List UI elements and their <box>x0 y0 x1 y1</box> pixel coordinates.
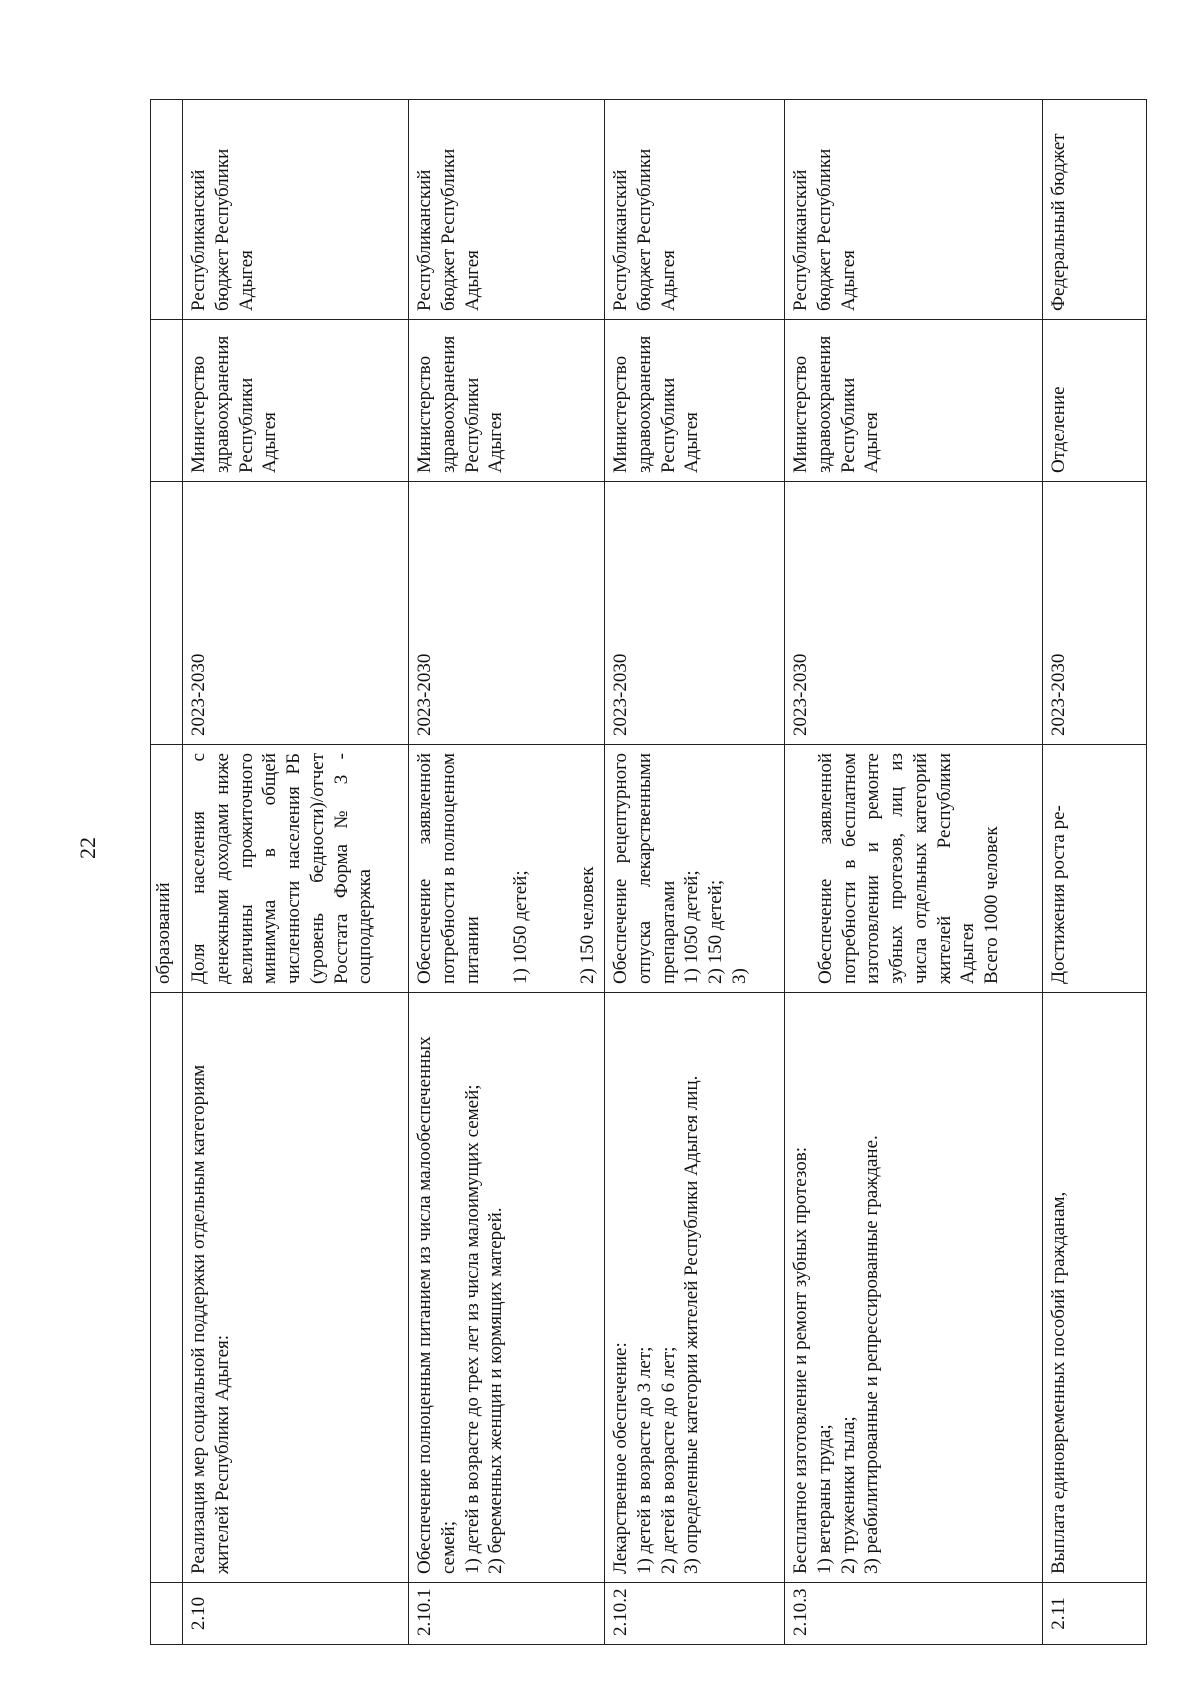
source-cell: Республиканский бюджет Республики Адыгея <box>785 100 1043 320</box>
measure-line: 3) реабилитированные и репрессированные граждане. <box>861 1135 883 1574</box>
measure-line: 2) детей в возрасте до 6 лет; <box>657 1346 679 1574</box>
page-number: 22 <box>75 837 100 859</box>
indicator-line: 1) 1050 детей; <box>681 870 703 984</box>
measure-line: 2) труженики тыла; <box>837 1416 859 1574</box>
row-number: 2.10.2 <box>605 1583 785 1645</box>
indicator-cell: Достижения роста ре- <box>1043 745 1147 993</box>
period-cell: 2023-2030 <box>605 482 785 745</box>
rotated-table-sheet <box>150 100 1130 1645</box>
measure-line: 1) детей в возрасте до 3 лет; <box>633 1346 655 1574</box>
period-cell: 2023-2030 <box>183 482 409 745</box>
indicator-cell: Доля населения с денежными доходами ниже величины прожиточного минимума в общей численности населения РБ (уровень бедности)/отчет Росстата Форма № 3 - соцподдержка <box>183 745 409 993</box>
measure-cell <box>409 993 605 1583</box>
table-row-continuation <box>151 100 183 1645</box>
row-number: 2.10 <box>183 1583 409 1645</box>
table-row <box>409 100 605 1645</box>
measure-line: 1) детей в возрасте до трех лет из числа малоимущих семей; <box>461 1084 483 1574</box>
measures-table <box>150 99 1147 1645</box>
measure-cell: Реализация мер социальной поддержки отдельным категориям жителей Республики Адыгея: <box>183 993 409 1583</box>
indicator-line: Обеспечение рецептурного отпуска лекарственными препаратами <box>610 753 679 984</box>
measure-line: 1) ветераны труда; <box>813 1424 835 1574</box>
executor-cell: Министерство здравоохранения Республики Адыгея <box>605 320 785 482</box>
measure-cell <box>605 993 785 1583</box>
indicator-cell <box>605 745 785 993</box>
measure-line: Обеспечение полноценным питанием из числа малообеспеченных семей; <box>414 1036 459 1574</box>
executor-cell: Министерство здравоохранения Республики Адыгея <box>409 320 605 482</box>
table-row <box>605 100 785 1645</box>
measure-line: 2) беременных женщин и кормящих матерей. <box>485 1207 507 1574</box>
period-cell: 2023-2030 <box>1043 482 1147 745</box>
measure-cell: Выплата единовременных пособий гражданам, <box>1043 993 1147 1583</box>
executor-cell: Министерство здравоохранения Республики Адыгея <box>785 320 1043 482</box>
indicator-line: 2) 150 детей; <box>705 879 727 984</box>
executor-cell: Отделение <box>1043 320 1147 482</box>
table-row <box>183 100 409 1645</box>
header-cont-cell: образований <box>151 745 183 993</box>
source-cell: Республиканский бюджет Республики Адыгея <box>409 100 605 320</box>
indicator-line: Всего 1000 человек <box>981 826 1003 984</box>
indicator-line: 3) <box>728 968 750 984</box>
indicator-line: Обеспечение заявленной потребности в полноценном питании <box>414 753 483 984</box>
table-row <box>1043 100 1147 1645</box>
executor-cell: Министерство здравоохранения Республики Адыгея <box>183 320 409 482</box>
source-cell: Республиканский бюджет Республики Адыгея <box>605 100 785 320</box>
indicator-cell <box>785 745 1043 993</box>
period-cell: 2023-2030 <box>409 482 605 745</box>
table-row <box>785 100 1043 1645</box>
measure-line: 3) определенные категории жителей Республики Адыгея лиц. <box>681 1075 703 1574</box>
indicator-line: 2) 150 человек <box>577 866 599 984</box>
measure-line: Лекарственное обеспечение: <box>610 1342 632 1574</box>
row-number: 2.11 <box>1043 1583 1147 1645</box>
indicator-line: Обеспечение заявленной потребности в бесплатном изготовлении и ремонте зубных протезов, лиц из числа отдельных категорий жителей Республики Адыгея <box>814 753 979 984</box>
measure-line: Бесплатное изготовление и ремонт зубных протезов: <box>790 1146 812 1574</box>
period-cell: 2023-2030 <box>785 482 1043 745</box>
indicator-cell <box>409 745 605 993</box>
measure-cell <box>785 993 1043 1583</box>
indicator-line: 1) 1050 детей; <box>509 870 531 984</box>
row-number: 2.10.1 <box>409 1583 605 1645</box>
source-cell: Республиканский бюджет Республики Адыгея <box>183 100 409 320</box>
row-number: 2.10.3 <box>785 1583 1043 1645</box>
source-cell: Федеральный бюджет <box>1043 100 1147 320</box>
